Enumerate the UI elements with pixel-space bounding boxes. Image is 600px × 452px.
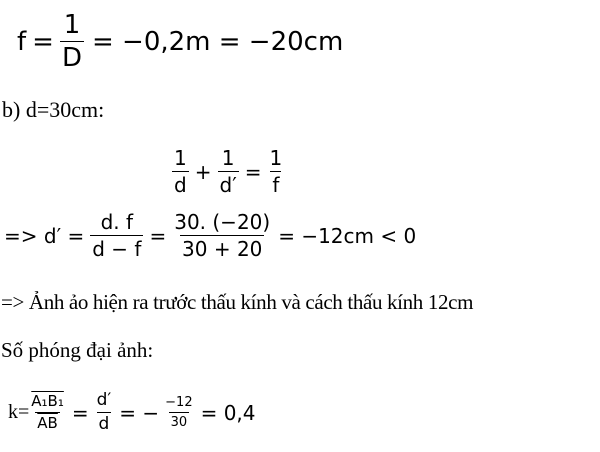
focal-length-result: = −0,2m = −20cm xyxy=(91,26,344,57)
fraction-one-over-d xyxy=(60,12,84,71)
fraction-denominator: d xyxy=(174,173,187,197)
fraction-numerator: 1 xyxy=(63,10,81,40)
equals-sign: = xyxy=(149,223,167,248)
fraction-df-over-d-minus-f xyxy=(90,212,143,259)
equals-minus: = − xyxy=(119,400,160,425)
fraction-numerator: 1 xyxy=(174,146,187,170)
fraction-denominator: 30 xyxy=(169,412,190,429)
fraction-one-over-d-object xyxy=(172,148,189,195)
lens-formula xyxy=(172,148,284,195)
fraction-denominator: 30 + 20 xyxy=(182,237,263,261)
fraction-numerator: A₁B₁ xyxy=(31,392,64,410)
focal-symbol: f xyxy=(17,26,27,57)
fraction-denominator: d′ xyxy=(219,173,237,197)
fraction-d-prime-over-d xyxy=(95,392,114,433)
fraction-numerator: 1 xyxy=(269,146,283,170)
fraction-numerator: −12 xyxy=(165,395,193,410)
fraction-numerator: d. f xyxy=(100,210,134,234)
magnification-equation xyxy=(8,392,256,433)
focal-length-equation xyxy=(17,12,343,71)
k-symbol: k= xyxy=(8,401,30,423)
image-distance-result: = −12cm < 0 xyxy=(278,223,417,248)
fraction-image-over-object-height xyxy=(29,394,66,431)
fraction-denominator: f xyxy=(272,173,280,197)
fraction-minus-twelve-over-thirty xyxy=(163,396,194,429)
fraction-denominator: d xyxy=(98,414,110,434)
equals-sign: = xyxy=(32,26,54,57)
fraction-denominator: AB xyxy=(37,414,58,432)
virtual-image-conclusion: => Ảnh ảo hiện ra trước thấu kính và cách thấu kính 12cm xyxy=(1,290,474,314)
fraction-one-over-f xyxy=(268,148,285,195)
magnification-label: Số phóng đại ảnh: xyxy=(1,338,154,362)
magnification-result: = 0,4 xyxy=(200,400,256,425)
part-b-heading: b) d=30cm: xyxy=(2,97,105,122)
fraction-numerator: d′ xyxy=(96,390,112,410)
equals-sign: = xyxy=(244,159,262,184)
fraction-numeric-values xyxy=(172,212,272,259)
fraction-one-over-d-image xyxy=(218,148,239,195)
fraction-denominator: D xyxy=(61,43,82,73)
implies-d-prime: => d′ = xyxy=(4,223,85,248)
equals-sign: = xyxy=(71,400,89,425)
fraction-numerator: 1 xyxy=(221,146,235,170)
plus-sign: + xyxy=(194,159,212,184)
fraction-numerator: 30. (−20) xyxy=(174,210,271,234)
fraction-denominator: d − f xyxy=(92,237,142,261)
image-distance-calculation xyxy=(4,212,416,259)
